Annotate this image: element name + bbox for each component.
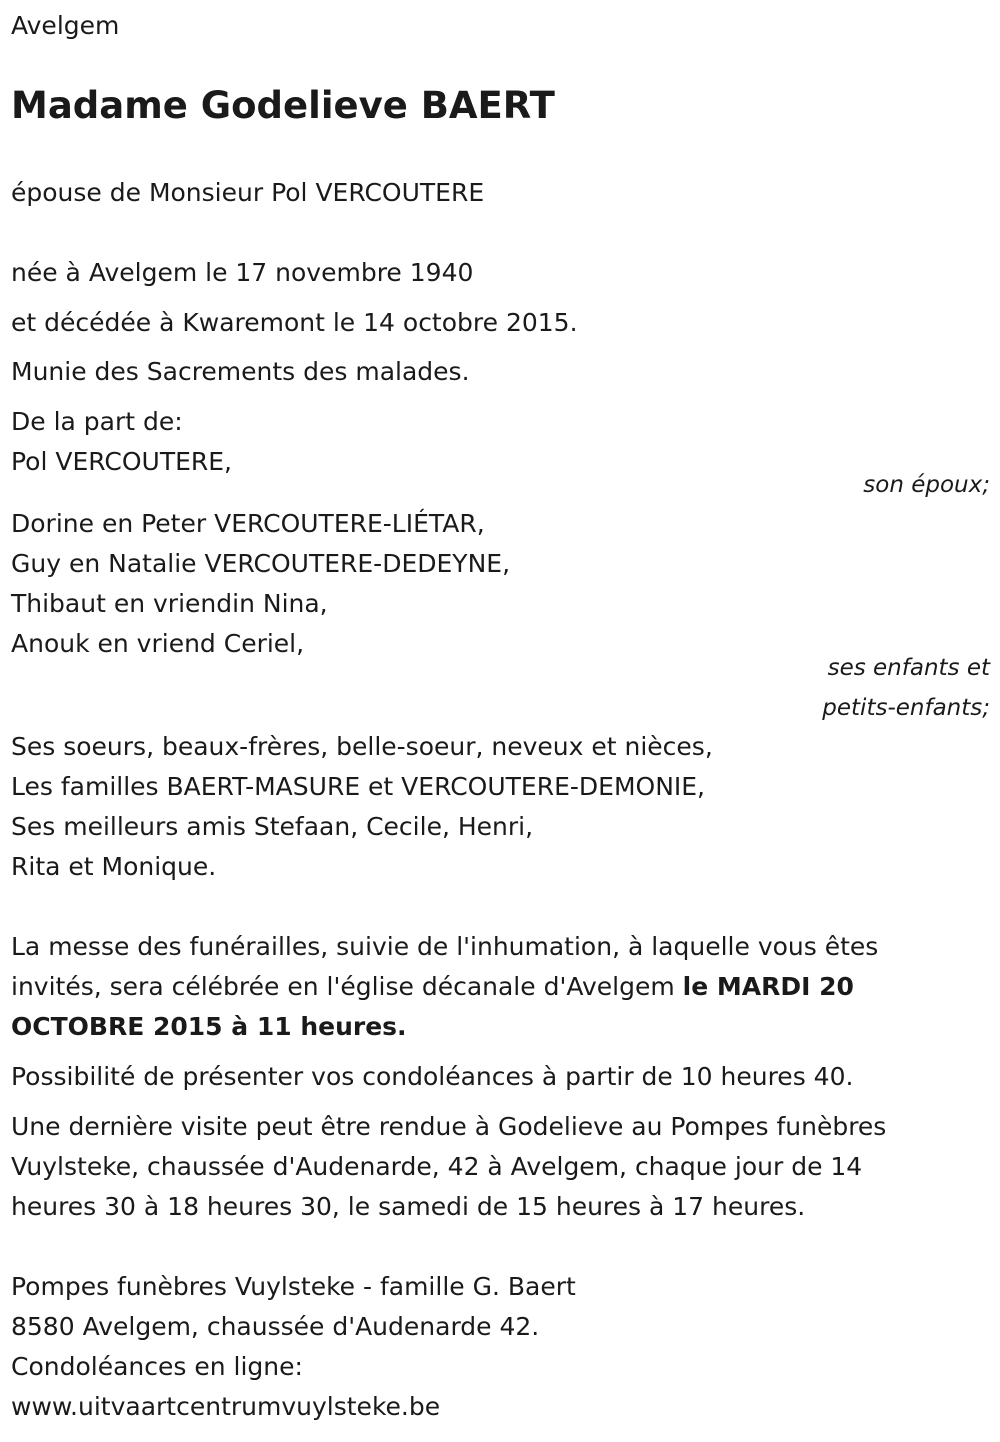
other-family-line: Rita et Monique. bbox=[11, 852, 217, 881]
funeral-text: invités, sera célébrée en l'église décanale d'Avelgem bbox=[11, 972, 683, 1001]
funeral-line bbox=[11, 972, 854, 1002]
children-role: petits-enfants; bbox=[822, 695, 990, 721]
child-line: Dorine en Peter VERCOUTERE-LIÉTAR, bbox=[11, 509, 485, 538]
child-line: Thibaut en vriendin Nina, bbox=[11, 589, 328, 618]
condolences-info: Possibilité de présenter vos condoléances à partir de 10 heures 40. bbox=[11, 1062, 854, 1091]
funeral-home-name: Pompes funèbres Vuylsteke - famille G. Baert bbox=[11, 1272, 576, 1301]
death-line: et décédée à Kwaremont le 14 octobre 2015. bbox=[11, 308, 578, 337]
funeral-date: le MARDI 20 bbox=[682, 972, 854, 1001]
child-line: Anouk en vriend Ceriel, bbox=[11, 629, 305, 658]
funeral-time bbox=[11, 1012, 407, 1042]
visit-line: Une dernière visite peut être rendue à Godelieve au Pompes funèbres bbox=[11, 1112, 887, 1141]
funeral-date-time: OCTOBRE 2015 à 11 heures. bbox=[11, 1012, 407, 1041]
family-spouse: Pol VERCOUTERE, bbox=[11, 447, 233, 476]
children-role: ses enfants et bbox=[827, 655, 990, 681]
spouse-role: son époux; bbox=[863, 472, 990, 498]
sacraments-line: Munie des Sacrements des malades. bbox=[11, 357, 470, 386]
other-family-line: Ses meilleurs amis Stefaan, Cecile, Henri, bbox=[11, 812, 534, 841]
other-family-line: Ses soeurs, beaux-frères, belle-soeur, neveux et nièces, bbox=[11, 732, 713, 761]
online-condolences-label: Condoléances en ligne: bbox=[11, 1352, 303, 1381]
birth-line: née à Avelgem le 17 novembre 1940 bbox=[11, 258, 474, 287]
funeral-line: La messe des funérailles, suivie de l'inhumation, à laquelle vous êtes bbox=[11, 932, 879, 961]
spouse-line: épouse de Monsieur Pol VERCOUTERE bbox=[11, 178, 485, 207]
place-line: Avelgem bbox=[11, 11, 120, 40]
child-line: Guy en Natalie VERCOUTERE-DEDEYNE, bbox=[11, 549, 511, 578]
family-intro: De la part de: bbox=[11, 407, 183, 436]
funeral-home-address: 8580 Avelgem, chaussée d'Audenarde 42. bbox=[11, 1312, 540, 1341]
visit-line: heures 30 à 18 heures 30, le samedi de 15 heures à 17 heures. bbox=[11, 1192, 806, 1221]
visit-line: Vuylsteke, chaussée d'Audenarde, 42 à Avelgem, chaque jour de 14 bbox=[11, 1152, 863, 1181]
website-link[interactable]: www.uitvaartcentrumvuylsteke.be bbox=[11, 1392, 441, 1421]
other-family-line: Les familles BAERT-MASURE et VERCOUTERE-DEMONIE, bbox=[11, 772, 706, 801]
deceased-name: Madame Godelieve BAERT bbox=[11, 84, 555, 127]
